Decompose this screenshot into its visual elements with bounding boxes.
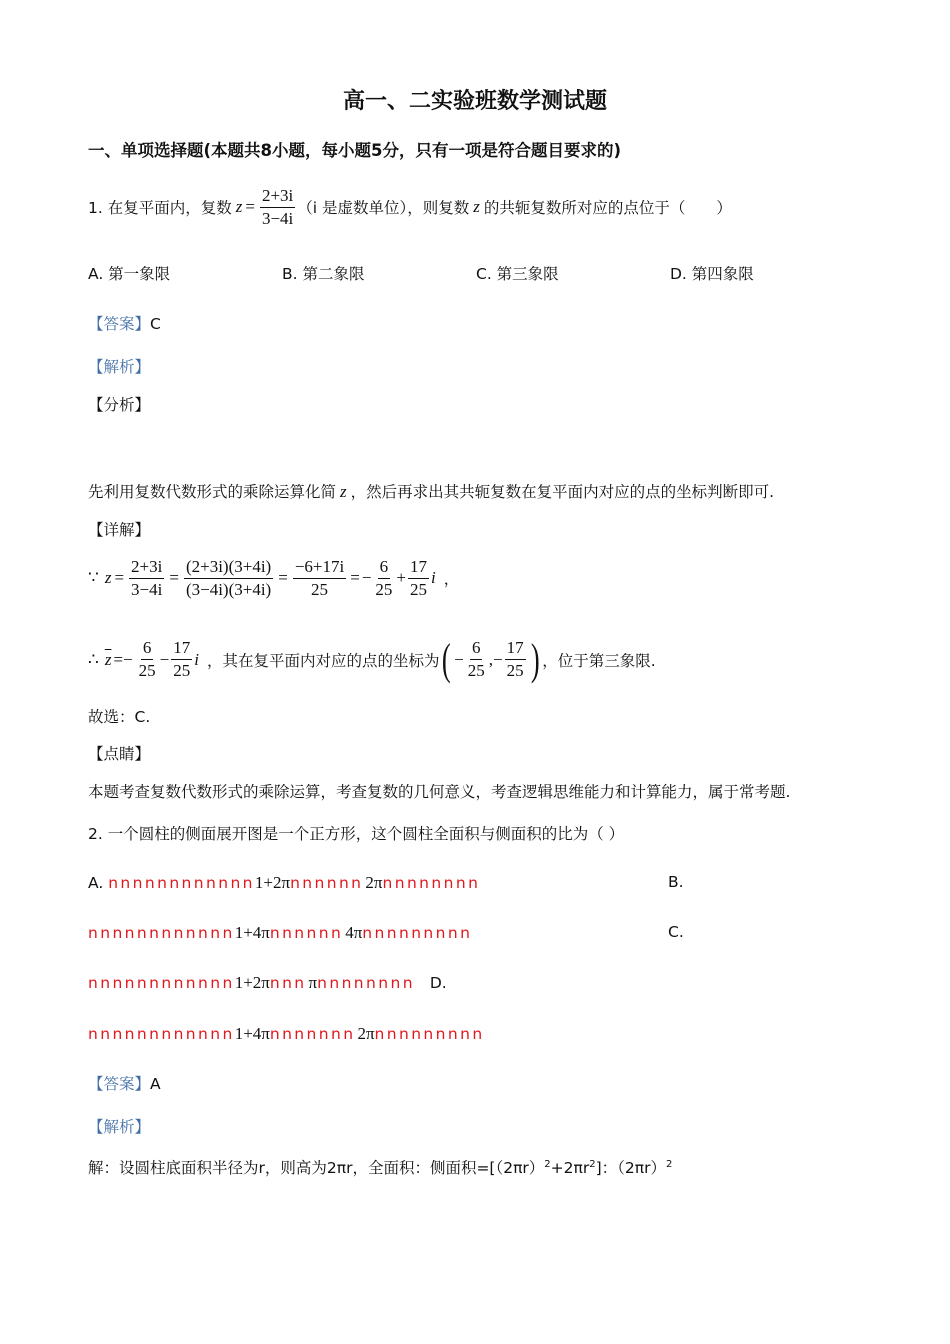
answer-tag: 【答案】 <box>88 1075 151 1093</box>
analysis-tag: 【解析】 <box>88 358 151 376</box>
punctuation: ， <box>443 570 460 589</box>
garbled-text: nnnnnnn <box>269 1025 356 1043</box>
superscript: 2 <box>665 1158 673 1170</box>
fraction-denominator: 25 <box>410 579 427 599</box>
fraction-numerator: 2+3i <box>260 186 295 208</box>
equals-sign: = <box>245 197 255 217</box>
garbled-text: nnn <box>269 974 307 992</box>
dianjing-tag: 【点睛】 <box>88 745 151 763</box>
question-1-note: （i 是虚数单位），则复数 <box>297 199 470 218</box>
option-a-label: A. <box>88 874 104 892</box>
garbled-text: nnnnnnnn <box>382 874 481 892</box>
solution-text-a: 解：设圆柱底面积半径为r，则高为2πr，全面积：侧面积=[（2πr） <box>88 1159 545 1177</box>
fraction-numerator: 2+3i <box>129 557 164 579</box>
minus-sign: − <box>454 649 464 669</box>
section-heading: 一、单项选择题(本题共8小题，每小题5分，只有一项是符合题目要求的) <box>88 141 622 160</box>
fraction-denominator: 3−4i <box>131 579 163 599</box>
fraction <box>408 557 429 599</box>
fraction-denominator: 25 <box>173 661 191 680</box>
garbled-text: nnnnnnnnnnnn <box>108 874 255 892</box>
fraction <box>171 638 192 680</box>
answer-value: A <box>150 1075 161 1093</box>
answer-value: C <box>150 315 161 333</box>
fraction <box>373 557 394 599</box>
fraction-numerator: 17 <box>505 638 526 660</box>
question-1-stem <box>88 186 732 228</box>
garbled-text: nnnnnnnn <box>317 974 415 992</box>
fraction-denominator: 25 <box>138 661 156 680</box>
fraction-denominator: (3−4i)(3+4i) <box>185 579 272 599</box>
math-expression: 1+2π <box>234 973 270 992</box>
comma-minus: ,− <box>488 649 503 669</box>
var-z: z <box>104 568 112 588</box>
math-expression: 4π <box>345 923 363 942</box>
question-1-suffix: 的共轭复数所对应的点位于（ ） <box>483 199 732 218</box>
answer-tag: 【答案】 <box>88 315 151 333</box>
fenxi-text <box>88 480 774 502</box>
superscript: 2 <box>544 1158 551 1170</box>
dianjing-text: 本题考查复数代数形式的乘除运算，考查复数的几何意义，考查逻辑思维能力和计算能力，属于常考题. <box>88 783 791 801</box>
fraction-numerator: (2+3i)(3+4i) <box>184 557 273 579</box>
garbled-text: nnnnnn <box>269 924 344 942</box>
option-d-label: D. <box>429 974 447 992</box>
right-paren: ) <box>530 635 540 684</box>
var-z: z <box>235 197 243 217</box>
option-a: A. 第一象限 <box>88 265 171 283</box>
calculation-line-1: ∵ z = $\frac{2+3i}{3-4i}$ = $\frac{(2+3i)(3+4i)}{(3-4i)(3+4i)}$ = $\frac{-6+17i}{25}$ = − $\frac{6}{25}$ + $\frac{17}{25}$ i ， <box>88 557 460 599</box>
question-2-stem: 2. 一个圆柱的侧面展开图是一个正方形，这个圆柱全面积与侧面积的比为（ ） <box>88 825 625 843</box>
garbled-text: nnnnnnnnnnnn <box>88 974 235 992</box>
var-i: i <box>194 649 199 669</box>
minus-sign: − <box>361 568 372 588</box>
fraction-numerator: −6+17i <box>293 557 346 579</box>
equals-minus: =− <box>113 649 133 669</box>
fraction-numerator: 17 <box>408 557 429 579</box>
q2-option-line-4 <box>88 1024 485 1044</box>
fraction <box>184 557 273 599</box>
math-expression: 1+4π <box>234 923 270 942</box>
choose-text: 故选：C. <box>88 708 151 726</box>
left-paren: ( <box>442 635 452 684</box>
fraction <box>505 638 526 680</box>
plus-sign: + <box>396 568 406 588</box>
minus-sign: − <box>159 649 170 669</box>
xiangjie-tag: 【详解】 <box>88 521 151 539</box>
math-expression: 1+2π <box>254 873 291 892</box>
fraction-numerator: 6 <box>470 638 483 660</box>
therefore-symbol: ∴ <box>88 649 99 669</box>
fraction <box>137 638 158 680</box>
coordinate-text: ，其在复平面内对应的点的坐标为 <box>206 651 440 670</box>
garbled-text: nnnnnn <box>290 874 364 892</box>
fenxi-text-a: 先利用复数代数形式的乘除运算化简 <box>88 483 337 501</box>
because-symbol: ∵ <box>88 568 99 588</box>
fraction-denominator: 25 <box>506 661 524 680</box>
option-c-label: C. <box>668 923 684 941</box>
var-z: z <box>340 482 347 501</box>
math-expression: 1+4π <box>234 1024 270 1043</box>
superscript: 2 <box>589 1158 596 1170</box>
conclusion-text: ，位于第三象限. <box>542 651 656 670</box>
calculation-line-2 <box>88 634 656 685</box>
fraction-denominator: 3−4i <box>261 208 294 228</box>
var-i: i <box>431 568 436 588</box>
solution-text-c: ]：（2πr） <box>595 1159 666 1177</box>
fraction <box>293 557 346 599</box>
fraction-denominator: 25 <box>311 579 329 599</box>
garbled-text: nnnnnnnnn <box>374 1025 485 1043</box>
answer-line-1 <box>88 312 161 334</box>
option-d: D. 第四象限 <box>670 265 754 283</box>
fraction <box>466 638 487 680</box>
fraction-numerator: 6 <box>378 557 391 579</box>
solution-text-b: +2πr <box>550 1159 590 1177</box>
q2-option-line-2 <box>88 923 472 943</box>
fraction <box>129 557 164 599</box>
page-title: 高一、二实验班数学测试题 <box>342 89 607 114</box>
garbled-text: nnnnnnnnnnnn <box>88 924 235 942</box>
fraction-z-definition <box>260 186 295 228</box>
var-z-conjugate: $\overline{z}$ <box>104 649 112 669</box>
option-c: C. 第三象限 <box>476 265 559 283</box>
fenxi-text-b: ，然后再求出其共轭复数在复平面内对应的点的坐标判断即可. <box>350 483 775 501</box>
math-expression: 2π <box>357 1024 375 1043</box>
q2-solution-text <box>88 1156 672 1178</box>
fraction-denominator: 25 <box>375 579 393 599</box>
garbled-text: nnnnnnnnnnnn <box>88 1025 235 1043</box>
fraction-numerator: 17 <box>171 638 192 660</box>
math-expression: 2π <box>365 873 383 892</box>
math-expression: π <box>308 973 318 992</box>
question-1-prefix: 1. 在复平面内，复数 <box>88 199 232 218</box>
answer-line-2 <box>88 1072 161 1094</box>
var-z: z <box>473 197 480 217</box>
option-b-label: B. <box>668 873 684 891</box>
analysis-tag: 【解析】 <box>88 1118 151 1136</box>
fenxi-tag: 【分析】 <box>88 396 151 414</box>
fraction-denominator: 25 <box>467 661 485 680</box>
garbled-text: nnnnnnnnn <box>362 924 473 942</box>
option-b: B. 第二象限 <box>282 265 365 283</box>
q2-option-line-3 <box>88 973 447 993</box>
fraction-numerator: 6 <box>141 638 154 660</box>
q2-option-line-1 <box>88 873 480 893</box>
